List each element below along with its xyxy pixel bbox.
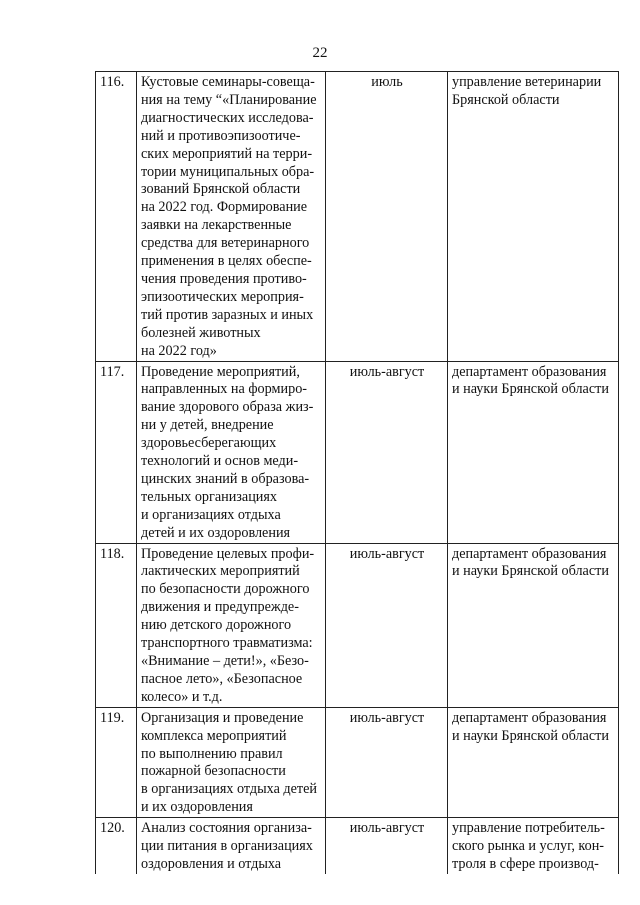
table-row [96,818,619,874]
row-number: 118. [96,543,137,707]
row-responsible: департамент образования и науки Брянской области [448,361,619,543]
row-responsible: управление ветеринарии Брянской области [448,72,619,362]
row-description: Проведение целевых профи- лактических мероприятий по безопасности дорожного движения и предупрежде- нию детского дорожного транспортного травматизма: «Внимание – дети!», «Безо- пасное лето», «Безопасное колесо» и т.д. [137,543,326,707]
row-responsible: управление потребитель- ского рынка и услуг, кон- троля в сфере производ- [448,818,619,874]
row-number: 117. [96,361,137,543]
row-number: 116. [96,72,137,362]
table-row [96,707,619,817]
row-description: Организация и проведение комплекса мероприятий по выполнению правил пожарной безопасности в организациях отдыха детей и их оздоровления [137,707,326,817]
row-term: июль-август [326,818,448,874]
row-description: Кустовые семинары-совеща- ния на тему “«Планирование диагностических исследова- ний и противоэпизоотиче- ских мероприятий на терри- тории муниципальных обра- зований Брянской области на 2022 год. Формирование заявки на лекарственные средства для ветеринарного применения в целях обеспе- чения проведения противо- эпизоотических мероприя- тий против заразных и иных болезней животных на 2022 год» [137,72,326,362]
row-responsible: департамент образования и науки Брянской области [448,707,619,817]
row-number: 119. [96,707,137,817]
row-term: июль [326,72,448,362]
row-number: 120. [96,818,137,874]
measures-table [95,71,619,874]
table-row [96,361,619,543]
row-description: Анализ состояния организа- ции питания в организациях оздоровления и отдыха [137,818,326,874]
row-term: июль-август [326,361,448,543]
table-row [96,72,619,362]
row-term: июль-август [326,543,448,707]
row-responsible: департамент образования и науки Брянской области [448,543,619,707]
table-row [96,543,619,707]
page-number: 22 [312,45,328,61]
row-term: июль-август [326,707,448,817]
row-description: Проведение мероприятий, направленных на формиро- вание здорового образа жиз- ни у детей, внедрение здоровьесберегающих технологий и основ меди- цинских знаний в образова- тельных организациях и организациях отдыха детей и их оздоровления [137,361,326,543]
